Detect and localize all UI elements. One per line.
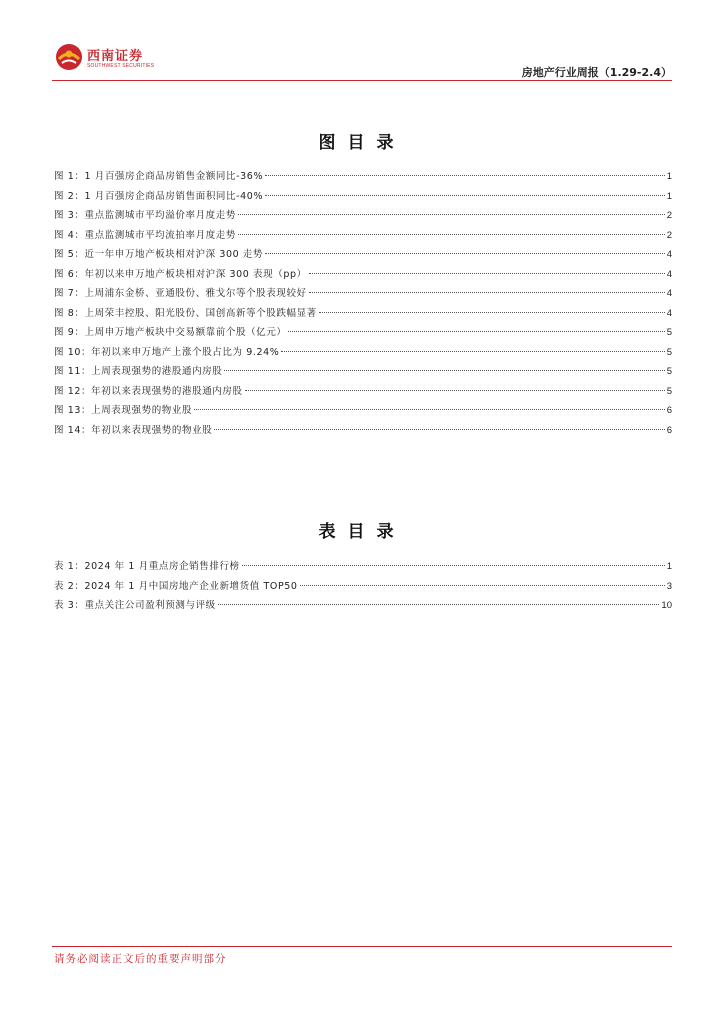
- logo-name-en: SOUTHWEST SECURITIES: [87, 63, 155, 69]
- toc-entry-text: 图 14：年初以来表现强势的物业股: [54, 424, 213, 436]
- toc-entry[interactable]: [54, 323, 672, 343]
- toc-leader: [194, 409, 665, 410]
- toc-entry-text: 图 1：1 月百强房企商品房销售金额同比-36%: [54, 171, 264, 182]
- toc-leader: [309, 292, 665, 293]
- toc-entry-page: 5: [666, 327, 672, 338]
- logo-name-cn: 西南证券: [87, 49, 144, 64]
- toc-entry-text: 图 2：1 月百强房企商品房销售面积同比-40%: [54, 190, 264, 202]
- header-divider: [52, 80, 672, 81]
- toc-entry-page: 10: [661, 600, 672, 611]
- toc-leader: [224, 370, 664, 371]
- toc-entry-page: 6: [666, 405, 672, 416]
- toc-entry-page: 2: [666, 210, 672, 221]
- toc-entry-text: 表 3：重点关注公司盈利预测与评级: [54, 600, 216, 611]
- toc-entry[interactable]: [54, 382, 672, 402]
- toc-entry[interactable]: [54, 362, 672, 382]
- toc-entry-text: 图 12：年初以来表现强势的港股通内房股: [54, 385, 243, 397]
- toc-entry[interactable]: [54, 206, 672, 226]
- page-header: [0, 0, 724, 82]
- toc-entry-text: 表 1：2024 年 1 月重点房企销售排行榜: [54, 561, 240, 572]
- toc-leader: [214, 429, 664, 430]
- toc-leader: [265, 253, 665, 254]
- toc-entry-text: 图 5：近一年申万地产板块相对沪深 300 走势: [54, 249, 264, 260]
- toc-entry-text: 图 11：上周表现强势的港股通内房股: [54, 366, 223, 377]
- toc-entry-text: 图 10：年初以来申万地产上涨个股占比为 9.24%: [54, 346, 280, 358]
- toc-leader: [309, 273, 665, 274]
- toc-entry-text: 图 7：上周浦东金桥、亚通股份、雅戈尔等个股表现较好: [54, 288, 307, 299]
- figure-index-title: 图目录: [318, 133, 406, 153]
- toc-entry-page: 4: [666, 268, 672, 280]
- toc-entry-page: 5: [666, 385, 672, 397]
- toc-entry[interactable]: [54, 401, 672, 421]
- toc-entry[interactable]: [54, 577, 672, 597]
- toc-entry-page: 1: [666, 561, 672, 572]
- toc-leader: [218, 604, 660, 605]
- toc-entry-page: 5: [666, 346, 672, 358]
- logo-emblem-icon: [54, 42, 84, 72]
- figure-index-list: [54, 167, 672, 440]
- toc-entry[interactable]: [54, 226, 672, 246]
- toc-leader: [265, 175, 665, 176]
- table-index-title: 表目录: [318, 522, 406, 542]
- toc-entry[interactable]: [54, 187, 672, 207]
- footer-disclaimer: 请务必阅读正文后的重要声明部分: [54, 953, 227, 965]
- toc-entry-page: 4: [666, 288, 672, 299]
- toc-leader: [265, 195, 665, 196]
- toc-entry[interactable]: [54, 284, 672, 304]
- toc-entry-page: 2: [666, 229, 672, 241]
- toc-leader: [300, 585, 665, 586]
- toc-entry[interactable]: [54, 304, 672, 324]
- toc-entry[interactable]: [54, 245, 672, 265]
- toc-leader: [242, 565, 665, 566]
- toc-entry-page: 1: [666, 171, 672, 182]
- toc-entry-text: 图 6：年初以来申万地产板块相对沪深 300 表现（pp）: [54, 268, 307, 280]
- toc-entry[interactable]: [54, 343, 672, 363]
- toc-entry[interactable]: [54, 421, 672, 441]
- toc-entry-page: 5: [666, 366, 672, 377]
- table-index-list: [54, 557, 672, 616]
- toc-entry-text: 图 4：重点监测城市平均流拍率月度走势: [54, 229, 236, 241]
- toc-entry-page: 3: [666, 580, 672, 592]
- toc-entry-page: 4: [666, 249, 672, 260]
- toc-entry[interactable]: [54, 557, 672, 577]
- toc-entry[interactable]: [54, 167, 672, 187]
- toc-entry-text: 图 9：上周申万地产板块中交易额靠前个股（亿元）: [54, 327, 287, 338]
- footer-divider: [52, 946, 672, 947]
- toc-entry-text: 图 8：上周荣丰控股、阳光股份、国创高新等个股跌幅显著: [54, 307, 317, 319]
- toc-leader: [319, 312, 665, 313]
- toc-entry-page: 1: [666, 190, 672, 202]
- toc-leader: [288, 331, 664, 332]
- toc-entry-text: 表 2：2024 年 1 月中国房地产企业新增货值 TOP50: [54, 580, 298, 592]
- toc-entry-text: 图 13：上周表现强势的物业股: [54, 405, 193, 416]
- toc-leader: [238, 234, 665, 235]
- company-logo: [54, 42, 154, 76]
- toc-entry-page: 6: [666, 424, 672, 436]
- toc-leader: [245, 390, 665, 391]
- toc-leader: [238, 214, 665, 215]
- report-title: 房地产行业周报（1.29-2.4）: [521, 66, 672, 79]
- toc-entry[interactable]: [54, 265, 672, 285]
- toc-entry[interactable]: [54, 596, 672, 616]
- toc-leader: [281, 351, 664, 352]
- toc-entry-page: 4: [666, 307, 672, 319]
- toc-entry-text: 图 3：重点监测城市平均溢价率月度走势: [54, 210, 236, 221]
